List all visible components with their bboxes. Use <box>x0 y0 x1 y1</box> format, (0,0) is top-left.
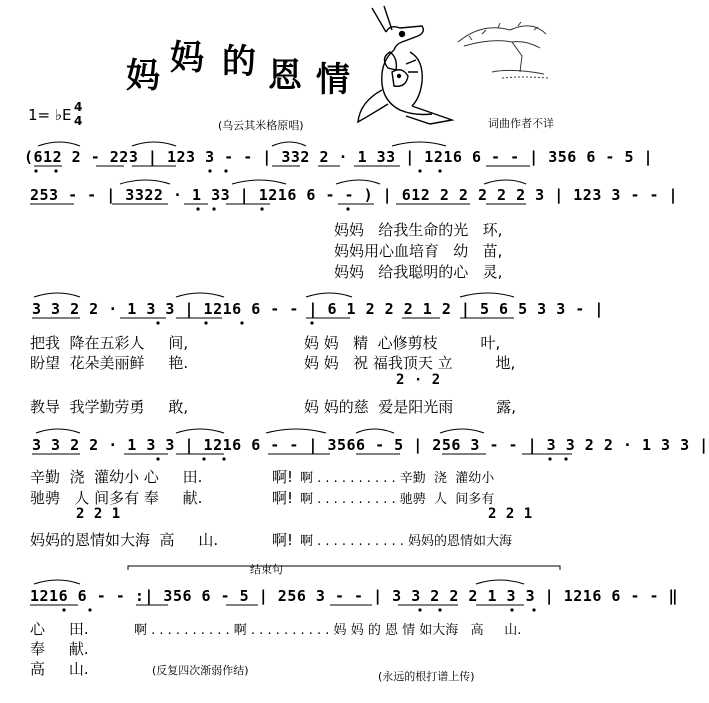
time-signature-top: 4 <box>74 100 83 114</box>
lyrics-verse3-right-line1: 啊 . . . . . . . . . . 辛勤 浇 灌幼小 <box>300 471 495 486</box>
lyrics-verse2-right-line1: 妈 妈 精 心修剪枝 叶, <box>304 334 501 352</box>
lyrics-ending-line1: 心 田. <box>30 620 89 638</box>
lyrics-verse3-line2: 驰骋 人 间多有 奉 献. <box>30 489 203 507</box>
volta-notes-3: 2 2 1 <box>488 506 533 522</box>
score-row-3: 3 3 2 2 · 1 3 3 | 1216 6 - - | 6 1 2 2 2 1 2 | 5 6 5 3 3 - | <box>32 300 604 318</box>
score-row-5: 1216 6 - - :| 356 6 - 5 | 256 3 - - | 3 3 2 2 2 1 3 3 | 1216 6 - - ‖ <box>30 587 679 605</box>
lyrics-ending-line3: 高 山. <box>30 660 89 678</box>
title-char-5: 情 <box>316 60 350 100</box>
lyrics-verse1-line1: 妈妈 给我生命的光 环, <box>334 221 503 239</box>
lyrics-verse3-right-line2: 啊 . . . . . . . . . . 驰骋 人 间多有 <box>300 492 495 507</box>
score-row-4: 3 3 2 2 · 1 3 3 | 1216 6 - - | 3566 - 5 | 256 3 - - | 3 3 2 2 · 1 3 3 | <box>32 436 709 454</box>
lyrics-verse2-line1: 把我 降在五彩人 间, <box>30 334 189 352</box>
title-char-4: 恩 <box>268 56 302 96</box>
title-char-1: 妈 <box>126 56 160 96</box>
lyrics-verse3-mid-line3: 啊! <box>272 531 294 549</box>
title-char-2: 妈 <box>170 38 204 78</box>
lyrics-verse3-mid-line2: 啊! <box>272 489 294 507</box>
lyrics-verse3-line3: 妈妈的恩情如大海 高 山. <box>30 531 219 549</box>
time-signature-bottom: 4 <box>74 114 83 128</box>
lyrics-verse2-line3: 教导 我学勤劳勇 敢, <box>30 398 189 416</box>
ending-label: 结束句 <box>250 563 283 576</box>
lyrics-verse2-line2: 盼望 花朵美丽鲜 艳. <box>30 354 189 372</box>
lyrics-ending-line2: 奉 献. <box>30 640 89 658</box>
lyrics-verse2-right-line3: 妈 妈的慈 爱是阳光雨 露, <box>304 398 516 416</box>
uploader-credit: (永远的根打谱上传) <box>378 670 475 683</box>
lyrics-verse3-right-line3: 啊 . . . . . . . . . . . 妈妈的恩情如大海 <box>300 534 513 549</box>
lyrics-verse3-mid-line1: 啊! <box>272 468 294 486</box>
singer-credit: (乌云其米格原唱) <box>218 119 304 132</box>
lyrics-verse2-right-line2: 妈 妈 祝 福我顶天 立 地, <box>304 354 516 372</box>
lyrics-ending-right: 啊 . . . . . . . . . . 啊 . . . . . . . . . . 妈 妈 的 恩 情 如大海 高 山. <box>134 623 522 638</box>
lyrics-verse1-line3: 妈妈 给我聪明的心 灵, <box>334 263 503 281</box>
volta-notes-1: 2 · 2 <box>396 372 441 388</box>
score-row-1: (612 2 - 223 | 123 3 - - | 332 2 · 1 33 | 1216 6 - - | 356 6 - 5 | <box>24 148 654 166</box>
lyrics-verse1-line2: 妈妈用心血培育 幼 苗, <box>334 242 503 260</box>
repeat-note: (反复四次渐弱作结) <box>152 664 249 677</box>
title-char-3: 的 <box>222 42 256 82</box>
author-credit: 词曲作者不详 <box>488 117 554 130</box>
lyrics-verse3-line1: 辛勤 浇 灌幼小 心 田. <box>30 468 203 486</box>
key-signature: 1= ♭E <box>28 106 72 124</box>
volta-notes-2: 2 2 1 <box>76 506 121 522</box>
score-row-2: 253 - - | 3322 · 1 33 | 1216 6 - - ) | 612 2 2 2 2 2 3 | 123 3 - - | <box>30 186 679 204</box>
